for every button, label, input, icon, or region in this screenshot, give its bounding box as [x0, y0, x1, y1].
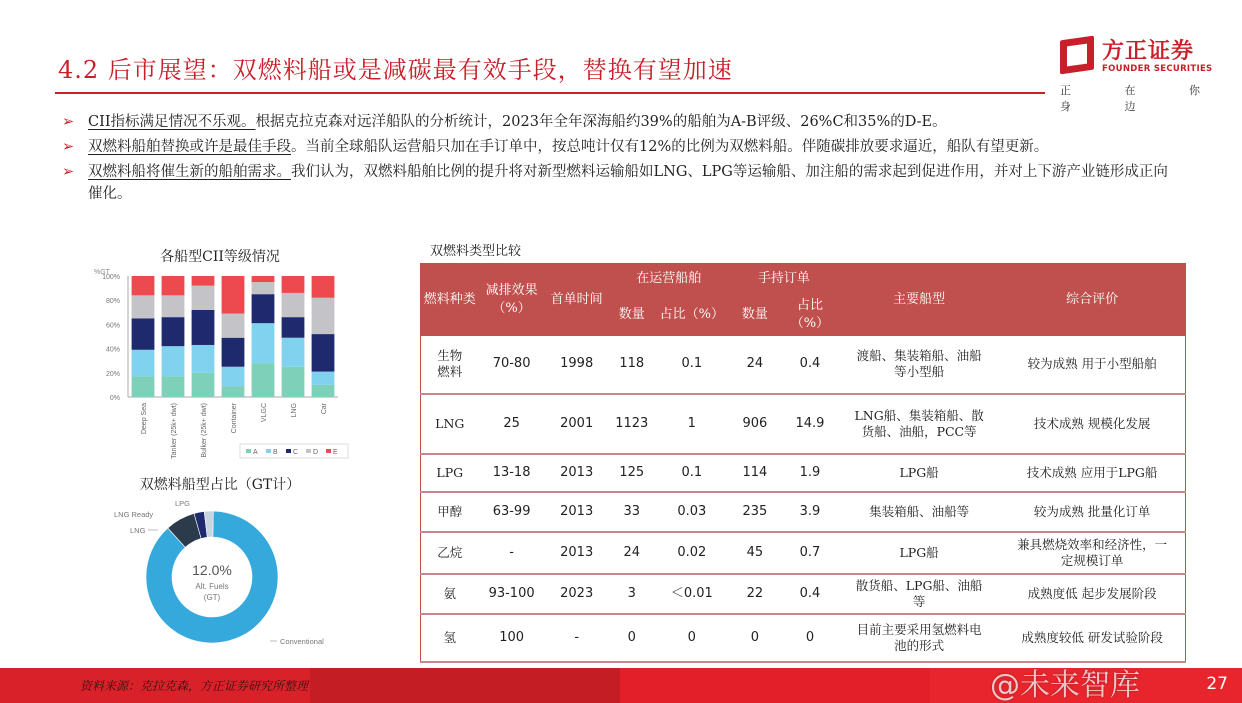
- cell-first: 2013: [545, 532, 609, 574]
- y-axis-unit: %GT: [94, 269, 110, 276]
- legend-label: C: [293, 449, 299, 456]
- bar-segment-d: [192, 286, 215, 310]
- bullet-text: 我们认为，双燃料船舶比例的提升将对新型燃料运输船如LNG、LPG等运输船、加注船的需求起到促进作用，并对上下游产业链形成正向催化。: [88, 164, 1168, 202]
- bar-segment-e: [282, 276, 305, 293]
- cell-op-n: 118: [609, 336, 655, 394]
- bar-segment-e: [252, 276, 275, 282]
- source-note: 资料来源：克拉克森，方正证券研究所整理: [80, 679, 309, 693]
- table-row: [421, 336, 1186, 394]
- cell-reduction: 25: [479, 394, 545, 454]
- bar-segment-c: [252, 294, 275, 323]
- bar-segment-d: [132, 295, 155, 318]
- cell-fuel: 氨: [421, 574, 479, 614]
- legend-label: E: [333, 449, 338, 456]
- slice-label: LPG: [175, 499, 191, 508]
- cell-ob-p: 0.4: [781, 336, 839, 394]
- bar-segment-d: [282, 293, 305, 317]
- bullet-list: [62, 111, 1172, 208]
- cell-ob-p: 14.9: [781, 394, 839, 454]
- bullet-text: 根据克拉克森对远洋船队的分析统计，2023年全年深海船约39%的船舶为A-B评级、26%C和35%的D-E。: [255, 114, 947, 130]
- bar-segment-e: [132, 276, 155, 295]
- donut-chart-title: 双燃料船型占比（GT计）: [139, 477, 301, 493]
- cell-fuel: 乙烷: [421, 532, 479, 574]
- col-fuel: 燃料种类: [421, 264, 479, 336]
- legend-swatch: [266, 449, 271, 453]
- bar-segment-a: [312, 385, 335, 397]
- bullet-item: [62, 111, 1172, 133]
- bar-segment-a: [162, 376, 185, 397]
- cell-eval: 成熟度低 起步发展阶段: [999, 574, 1185, 614]
- cell-op-p: 0.03: [655, 492, 729, 532]
- bar-segment-c: [192, 310, 215, 345]
- bar-segment-e: [192, 276, 215, 286]
- table-row: [421, 532, 1186, 574]
- bar-segment-b: [132, 350, 155, 377]
- x-tick-label: Deep Sea: [141, 403, 148, 435]
- cell-first: 1998: [545, 336, 609, 394]
- cell-eval: 技术成熟 应用于LPG船: [999, 454, 1185, 492]
- cell-ships: LNG船、集装箱船、散货船、油船，PCC等: [839, 394, 999, 454]
- cell-ob-n: 24: [729, 336, 781, 394]
- cell-reduction: -: [479, 532, 545, 574]
- bar-segment-b: [282, 338, 305, 367]
- slide-title: 4.2 后市展望：双燃料船或是减碳最有效手段，替换有望加速: [58, 56, 733, 84]
- x-tick-label: Tanker (25k+ dwt): [171, 403, 178, 459]
- cell-reduction: 93-100: [479, 574, 545, 614]
- center-sub: (GT): [203, 593, 221, 602]
- bar-segment-c: [282, 317, 305, 338]
- bar-chart-title: 各船型CII等级情况: [160, 249, 280, 265]
- cell-first: 2013: [545, 454, 609, 492]
- legend-label: D: [313, 449, 319, 456]
- y-tick-label: 100%: [102, 274, 120, 281]
- cell-op-n: 33: [609, 492, 655, 532]
- fuel-comparison-table: [420, 263, 1186, 663]
- cell-op-p: 0: [655, 614, 729, 662]
- arrow-bullet-icon: ➢: [62, 139, 75, 155]
- title-divider: [55, 92, 1045, 94]
- table-row: [421, 614, 1186, 662]
- cell-ships: LPG船: [839, 532, 999, 574]
- cell-ob-n: 906: [729, 394, 781, 454]
- table-row: [421, 454, 1186, 492]
- cell-reduction: 13-18: [479, 454, 545, 492]
- bullet-item: [62, 136, 1172, 158]
- col-op-count: 数量: [609, 294, 655, 336]
- col-ob-share: 占比（%）: [781, 294, 839, 336]
- cell-fuel: LPG: [421, 454, 479, 492]
- company-logo: [1058, 36, 1218, 113]
- page-number: 27: [1206, 674, 1228, 694]
- cell-op-p: 0.1: [655, 454, 729, 492]
- arrow-bullet-icon: ➢: [62, 164, 75, 180]
- table-row: [421, 394, 1186, 454]
- bullet-lead: 双燃料船将催生新的船舶需求。: [88, 164, 291, 180]
- cell-first: 2013: [545, 492, 609, 532]
- slice-label: Conventional: [280, 637, 324, 646]
- cell-eval: 技术成熟 规模化发展: [999, 394, 1185, 454]
- legend-swatch: [306, 449, 311, 453]
- y-tick-label: 60%: [105, 322, 120, 330]
- cell-ships: 渡船、集装箱船、油船等小型船: [839, 336, 999, 394]
- bar-segment-a: [192, 373, 215, 397]
- bar-segment-a: [282, 367, 305, 397]
- bar-segment-c: [222, 338, 245, 367]
- y-tick-label: 80%: [105, 298, 120, 306]
- cell-op-p: 1: [655, 394, 729, 454]
- bar-segment-c: [162, 317, 185, 346]
- cell-ob-n: 0: [729, 614, 781, 662]
- cell-eval: 较为成熟 用于小型船舶: [999, 336, 1185, 394]
- col-op-share: 占比（%）: [655, 294, 729, 336]
- bar-segment-e: [222, 276, 245, 314]
- x-tick-label: LNG: [291, 403, 298, 418]
- cell-op-p: 0.02: [655, 532, 729, 574]
- y-tick-label: 40%: [105, 346, 120, 354]
- x-tick-label: Bulker (25k+ dwt): [201, 403, 208, 458]
- cell-fuel: 甲醇: [421, 492, 479, 532]
- y-tick-label: 0%: [109, 395, 120, 402]
- cell-reduction: 63-99: [479, 492, 545, 532]
- x-tick-label: Container: [231, 403, 238, 434]
- cell-op-n: 1123: [609, 394, 655, 454]
- fuel-donut-chart: [90, 495, 350, 655]
- bar-segment-d: [252, 282, 275, 294]
- legend-swatch: [286, 449, 291, 453]
- cell-ships: 集装箱船、油船等: [839, 492, 999, 532]
- legend-swatch: [246, 449, 251, 453]
- bar-segment-d: [222, 314, 245, 338]
- bullet-text: 。当前全球船队运营船只加在手订单中，按总吨计仅有12%的比例为双燃料船。伴随碳排放要求逼近，船队有望更新。: [291, 139, 1049, 155]
- col-orderbook: 手持订单: [729, 264, 839, 294]
- cell-eval: 兼具燃烧效率和经济性，一定规模订单: [999, 532, 1185, 574]
- cell-op-p: 0.1: [655, 336, 729, 394]
- x-tick-label: Car: [321, 403, 328, 415]
- bar-segment-a: [222, 386, 245, 397]
- cell-ob-n: 114: [729, 454, 781, 492]
- cell-eval: 成熟度较低 研发试验阶段: [999, 614, 1185, 662]
- bar-segment-e: [162, 276, 185, 295]
- logo-en: FOUNDER SECURITIES: [1102, 64, 1213, 74]
- cell-reduction: 70-80: [479, 336, 545, 394]
- cell-op-n: 0: [609, 614, 655, 662]
- table-row: [421, 574, 1186, 614]
- cell-fuel: LNG: [421, 394, 479, 454]
- bar-segment-c: [312, 334, 335, 372]
- cell-op-n: 125: [609, 454, 655, 492]
- cell-ships: 目前主要采用氢燃料电池的形式: [839, 614, 999, 662]
- bullet-lead: 双燃料船舶替换或许是最佳手段: [88, 139, 291, 155]
- slice-label: LNG: [130, 526, 146, 535]
- bar-segment-b: [192, 345, 215, 373]
- cell-fuel: 生物燃料: [421, 336, 479, 394]
- cell-fuel: 氢: [421, 614, 479, 662]
- cell-op-n: 3: [609, 574, 655, 614]
- cell-ob-n: 235: [729, 492, 781, 532]
- cell-reduction: 100: [479, 614, 545, 662]
- legend-label: A: [253, 449, 258, 456]
- cell-op-p: ＜0.01: [655, 574, 729, 614]
- cell-ob-p: 3.9: [781, 492, 839, 532]
- logo-slogan: 正 在 你 身 边: [1060, 84, 1218, 113]
- cell-ob-p: 0.7: [781, 532, 839, 574]
- y-tick-label: 20%: [105, 370, 120, 378]
- col-ob-count: 数量: [729, 294, 781, 336]
- bar-segment-d: [162, 295, 185, 317]
- cell-first: 2023: [545, 574, 609, 614]
- cell-first: -: [545, 614, 609, 662]
- bar-segment-b: [312, 372, 335, 385]
- watermark: @未来智库: [990, 668, 1140, 703]
- bar-segment-b: [252, 323, 275, 363]
- col-reduction: 减排效果（%）: [479, 264, 545, 336]
- bullet-item: [62, 161, 1172, 205]
- x-tick-label: VLGC: [261, 403, 268, 423]
- cell-ships: LPG船: [839, 454, 999, 492]
- cell-ships: 散货船、LPG船、油船等: [839, 574, 999, 614]
- col-first: 首单时间: [545, 264, 609, 336]
- logo-mark-icon: [1060, 36, 1094, 75]
- table-title: 双燃料类型比较: [430, 244, 522, 259]
- cell-eval: 较为成熟 批量化订单: [999, 492, 1185, 532]
- table-row: [421, 492, 1186, 532]
- col-eval: 综合评价: [999, 264, 1185, 336]
- cell-ob-p: 0: [781, 614, 839, 662]
- col-operating: 在运营船舶: [609, 264, 729, 294]
- bullet-lead: CII指标满足情况不乐观。: [88, 114, 256, 130]
- slice-label: LNG Ready: [114, 510, 154, 519]
- cell-first: 2001: [545, 394, 609, 454]
- bar-segment-b: [162, 346, 185, 376]
- col-ships: 主要船型: [839, 264, 999, 336]
- legend-swatch: [326, 449, 331, 453]
- cell-ob-n: 22: [729, 574, 781, 614]
- arrow-bullet-icon: ➢: [62, 114, 75, 130]
- cell-ob-p: 1.9: [781, 454, 839, 492]
- bar-segment-d: [312, 298, 335, 334]
- center-value: 12.0%: [192, 562, 232, 578]
- center-label: Alt. Fuels: [195, 582, 229, 591]
- bar-segment-a: [252, 363, 275, 397]
- bar-segment-e: [312, 276, 335, 298]
- logo-cn: 方正证券: [1102, 39, 1195, 64]
- cell-op-n: 24: [609, 532, 655, 574]
- cell-ob-p: 0.4: [781, 574, 839, 614]
- cii-bar-chart: [90, 264, 350, 464]
- legend-label: B: [273, 449, 278, 456]
- bar-segment-a: [132, 376, 155, 397]
- cell-ob-n: 45: [729, 532, 781, 574]
- bar-segment-c: [132, 318, 155, 349]
- bar-segment-b: [222, 367, 245, 386]
